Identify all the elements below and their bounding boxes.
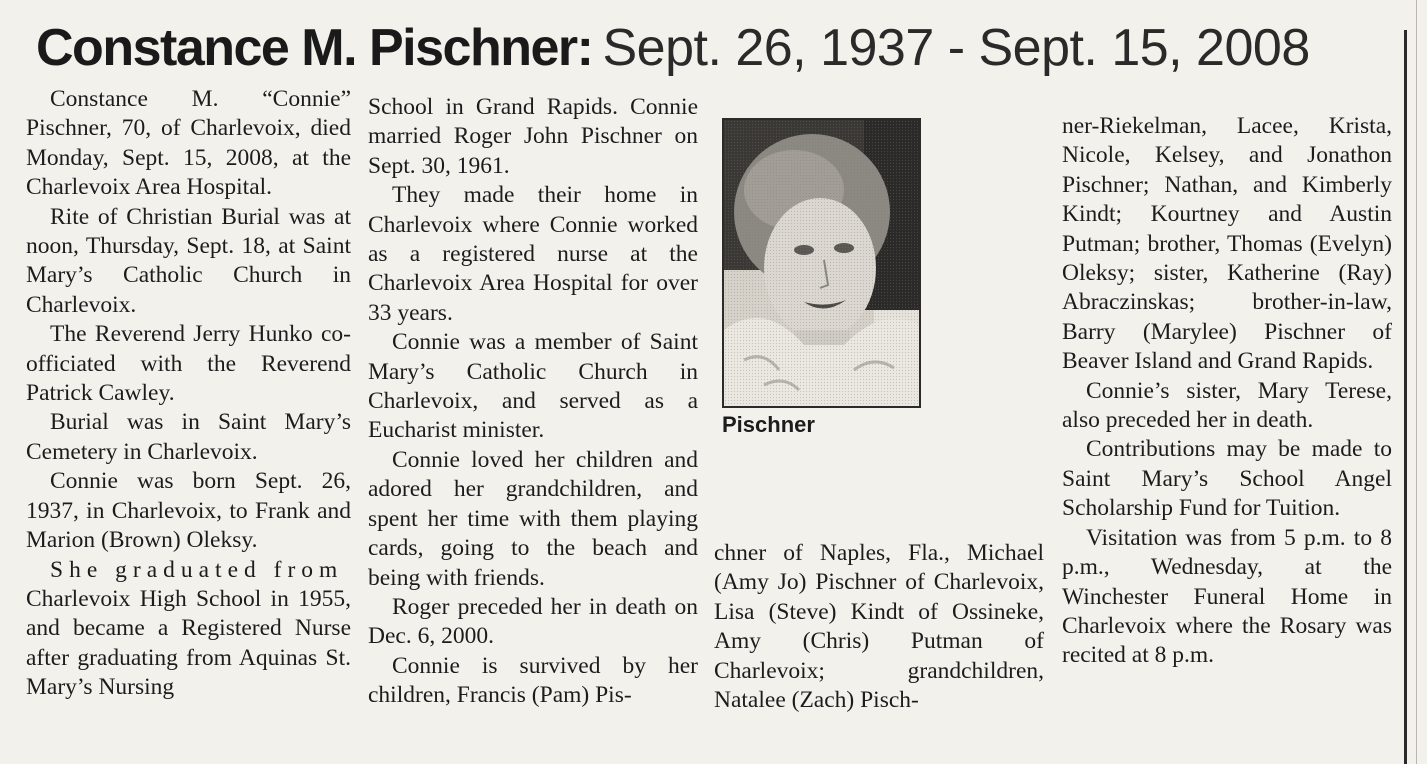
- obituary-paragraph: The Reverend Jerry Hunko co-officiated with the Reverend Patrick Cawley.: [26, 321, 351, 407]
- obituary-paragraph: School in Grand Rapids. Connie married Roger John Pischner on Sept. 30, 1961.: [368, 94, 698, 179]
- obituary-paragraph: Connie was born Sept. 26, 1937, in Charlevoix, to Frank and Marion (Brown) Oleksy.: [26, 468, 351, 554]
- obituary-paragraph: Visitation was from 5 p.m. to 8 p.m., Wednesday, at the Winchester Funeral Home in Charlevoix where the Rosary was recited at 8 p.m.: [1062, 524, 1392, 669]
- obituary-paragraph: chner of Naples, Fla., Michael (Amy Jo) Pischner of Charlevoix, Lisa (Steve) Kindt of Ossineke, Amy (Chris) Putman of Charlevoix; grandchildren, Natalee (Zach) Pisch-: [714, 540, 1044, 714]
- photo-caption: Pischner: [722, 412, 815, 437]
- obituary-paragraph: Connie’s sister, Mary Terese, also preceded her in death.: [1062, 377, 1392, 434]
- obituary-paragraph: Constance M. “Connie” Pischner, 70, of Charlevoix, died Monday, Sept. 15, 2008, at the Charlevoix Area Hospital.: [26, 86, 351, 201]
- text-column-1: [26, 85, 351, 703]
- headline-dates: Sept. 26, 1937 - Sept. 15, 2008: [602, 19, 1310, 77]
- text-column-2: [368, 93, 698, 711]
- column-rule: [1404, 30, 1407, 764]
- obituary-paragraph: Connie was a member of Saint Mary’s Catholic Church in Charlevoix, and served as a Eucharist minister.: [368, 329, 698, 444]
- obituary-paragraph: Burial was in Saint Mary’s Cemetery in Charlevoix.: [26, 409, 351, 465]
- obituary-paragraph: Connie loved her children and adored her grandchildren, and spent her time with them playing cards, going to the beach and being with friends.: [368, 446, 698, 591]
- obituary-paragraph: Roger preceded her in death on Dec. 6, 2000.: [368, 593, 698, 650]
- text-column-4: [1062, 112, 1392, 671]
- obituary-paragraph: Charlevoix High School in 1955, and became a Registered Nurse after graduating from Aquinas St. Mary’s Nursing: [26, 585, 351, 701]
- text-column-3: [714, 539, 1044, 715]
- portrait-image: [724, 120, 919, 406]
- obituary-paragraph: ner-Riekelman, Lacee, Krista, Nicole, Kelsey, and Jonathon Pischner; Nathan, and Kimberly Kindt; Kourtney and Austin Putman; brother, Thomas (Evelyn) Oleksy; sister, Katherine (Ray) Abraczinskas; brother-in-law, Barry (Marylee) Pischner of Beaver Island and Grand Rapids.: [1062, 113, 1392, 375]
- obituary-headline: [36, 6, 1406, 90]
- obituary-paragraph: Connie is survived by her children, Francis (Pam) Pis-: [368, 652, 698, 709]
- obituary-paragraph: They made their home in Charlevoix where Connie worked as a registered nurse at the Charlevoix Area Hospital for over 33 years.: [368, 182, 698, 326]
- obituary-paragraph: Contributions may be made to Saint Mary’s School Angel Scholarship Fund for Tuition.: [1062, 436, 1392, 522]
- obituary-paragraph: Rite of Christian Burial was at noon, Thursday, Sept. 18, at Saint Mary’s Catholic Church in Charlevoix.: [26, 203, 351, 318]
- obituary-paragraph: She graduated from: [50, 556, 344, 583]
- portrait-photo: [722, 118, 921, 408]
- headline-name: Constance M. Pischner:: [36, 19, 593, 77]
- page-edge: [1416, 0, 1417, 764]
